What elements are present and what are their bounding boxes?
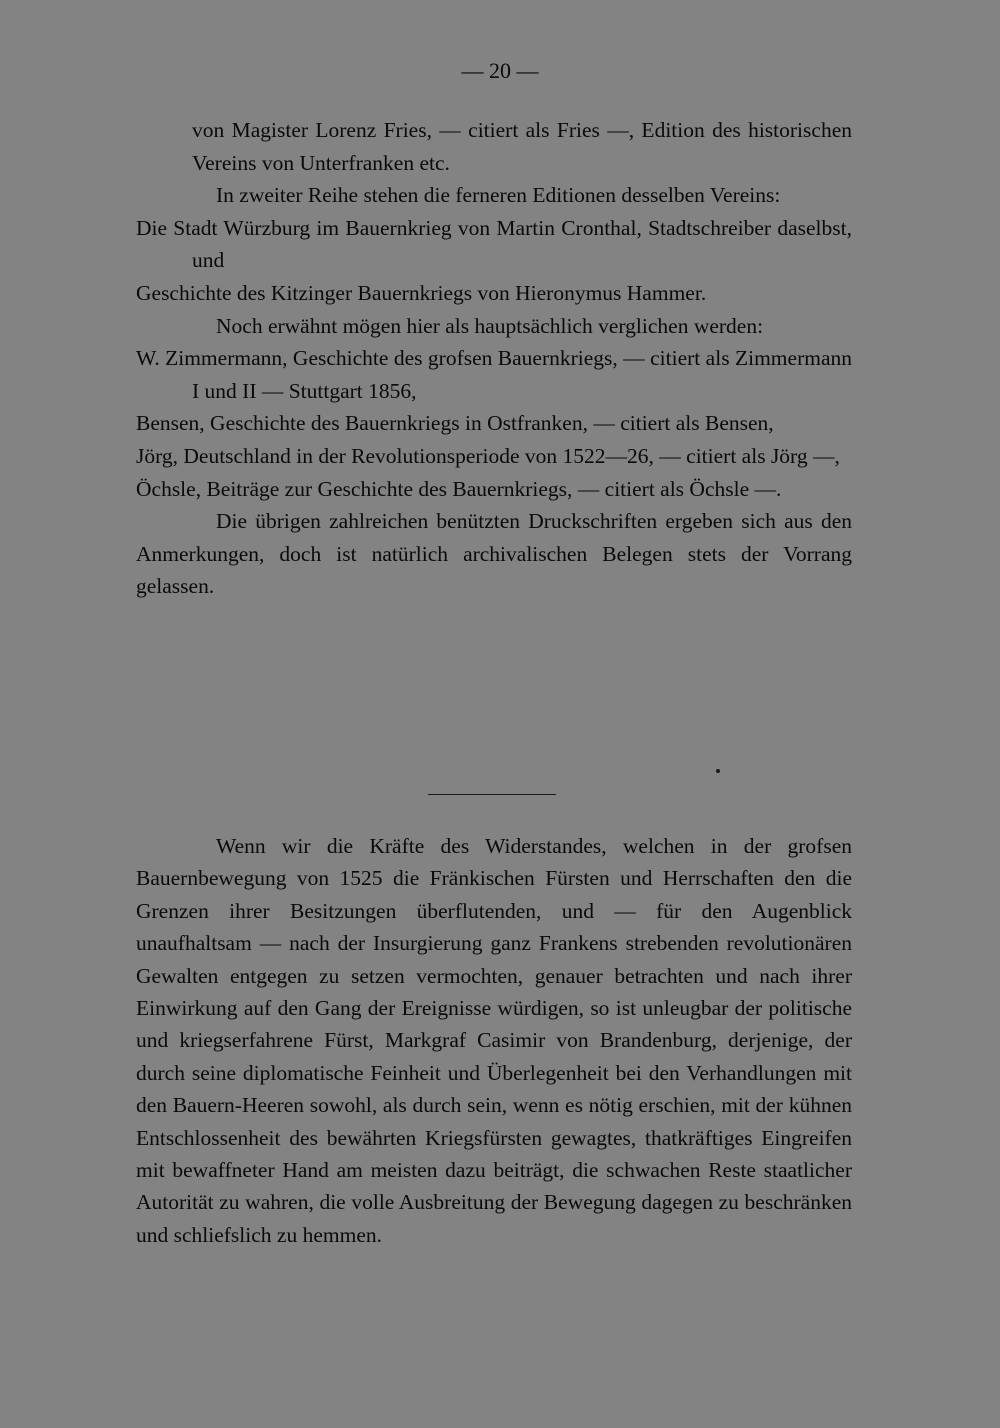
bibliography-entry-hammer: Geschichte des Kitzinger Bauernkriegs von Hieronymus Hammer. <box>136 280 707 305</box>
bibliography-entry-oechsle: Öchsle, Beiträge zur Geschichte des Bauernkriegs, — citiert als Öchsle —. <box>136 476 782 501</box>
bibliography-entry-cronthal: Die Stadt Würzburg im Bauernkrieg von Martin Cronthal, Stadtschreiber daselbst, und <box>136 215 852 273</box>
paragraph-second-editions-intro: In zweiter Reihe stehen die ferneren Editionen desselben Vereins: <box>216 183 781 208</box>
section-divider-rule <box>428 794 556 795</box>
main-text-section <box>136 830 852 1251</box>
page-number: — 20 — <box>461 58 539 83</box>
bibliography-entry-zimmermann: W. Zimmermann, Geschichte des grofsen Bauernkriegs, — citiert als Zimmermann I und II — Stuttgart 1856, <box>136 346 852 403</box>
bibliography-section <box>136 114 852 603</box>
paragraph-further-sources-intro: Noch erwähnt mögen hier als hauptsächlich verglichen werden: <box>216 313 764 338</box>
paragraph-fries-edition: von Magister Lorenz Fries, — citiert als Fries —, Edition des historischen Vereins von Unterfranken etc. <box>192 118 852 175</box>
paragraph-other-sources: Die übrigen zahlreichen benützten Druckschriften ergeben sich aus den Anmerkungen, doch ist natürlich archivalischen Belegen stets der Vorrang gelassen. <box>136 509 852 599</box>
stray-ink-dot <box>716 769 720 773</box>
bibliography-entry-bensen: Bensen, Geschichte des Bauernkriegs in Ostfranken, — citiert als Bensen, <box>136 411 774 436</box>
paragraph-main-body: Wenn wir die Kräfte des Widerstandes, welchen in der grofsen Bauernbewegung von 1525 die Fränkischen Fürsten und Herrschaften den die Grenzen ihrer Besitzungen überflutenden, und — für den Augenblick unaufhaltsam — nach der Insurgierung ganz Frankens strebenden revolutionären Gewalten entgegen zu setzen vermochten, genauer betrachten und nach ihrer Einwirkung auf den Gang der Ereignisse würdigen, so ist unleugbar der politische und kriegserfahrene Fürst, Markgraf Casimir von Brandenburg, derjenige, der durch seine diplomatische Feinheit und Überlegenheit bei den Verhandlungen mit den Bauern-Heeren sowohl, als durch sein, wenn es nötig erschien, mit der kühnen Entschlossenheit des bewährten Kriegsfürsten gewagtes, thatkräftiges Eingreifen mit bewaffneter Hand am meisten dazu beiträgt, die schwachen Reste staatlicher Autorität zu wahren, die volle Ausbreitung der Bewegung dagegen zu beschränken und schliefslich zu hemmen. <box>136 834 852 1247</box>
bibliography-entry-joerg: Jörg, Deutschland in der Revolutionsperiode von 1522—26, — citiert als Jörg —, <box>136 443 840 468</box>
